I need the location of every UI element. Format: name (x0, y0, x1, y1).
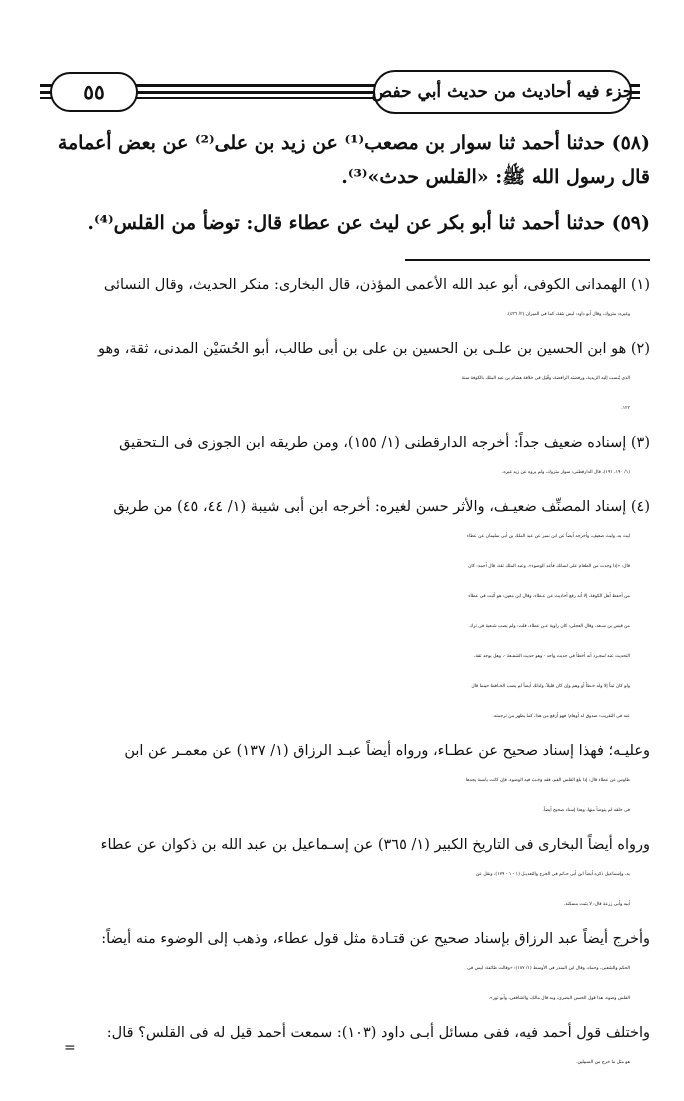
hadith-58-line-1: (٥٨) حدثنا أحمد ثنا سوار بن مصعب⁽¹⁾ عن زيد بن على⁽²⁾ عن بعض أعمامة (57, 132, 650, 154)
footnote-separator (405, 259, 650, 261)
footnote-line: (٢) هو ابن الحسين بن علـى بن الحسين بن على بن أبى طالب، أبو الحُسَيْن المدنى، ثقة، وهو (97, 341, 650, 357)
footnote-line: الذى يُنسب إليه الزيدية، ورفضته الرافضة، وقُتِل فى خلافة هشام بن عبد الملك بالكوفة سنة (461, 376, 630, 381)
footnote-line: عنه فى التقريب: صدوق له أوهام؛ فهو أرفع من هذا، كما يظهر من ترجمته. (492, 714, 630, 719)
footnote-line: وعليـه؛ فهذا إسناد صحيح عن عطـاء، ورواه أيضاً عبـد الرزاق (١/ ١٣٧) عن معمـر عن ابن (124, 743, 650, 759)
footnote-4 (32, 492, 650, 732)
footnote-paragraph (32, 1018, 650, 1078)
footnote-line: (٤) إسناد المصنِّف ضعيـف، والأثر حسن لغيره: أخرجه ابن أبى شيبة (١/ ٤٤، ٤٥) من طريق (113, 499, 650, 515)
footnote-line: القلس وضوء، هذا قول الحسن البصرى، وبه قال مالك، والشافعى، وأبو ثور». (488, 996, 630, 1001)
footnote-1 (32, 270, 650, 330)
footnote-line: وأخرج أيضاً عبد الرزاق بإسناد صحيح عن قتـادة مثل قول عطاء، وذهب إلى الوضوء منه أيضاً: (101, 931, 650, 947)
main-text (32, 126, 650, 240)
footnote-line: فى حلقه لم يتوضأ منها، وهذا إسناد صحيح أيضاً. (542, 808, 630, 813)
footnote-line: (١) الهمدانى الكوفى، أبو عبد الله الأعمى المؤذن، قال البخارى: منكر الحديث، وقال النسائى (103, 277, 650, 293)
footnote-line: به، وإسماعيل ذكره أيضاً ابن أبى حـاتم فى الجرح والتعديـل (١ - ١ - ١٧٩)، ونقل عن (475, 872, 630, 877)
footnote-3 (32, 428, 650, 488)
footnote-line: الحكم والشعبى، وحماد، وقال ابن المنذر فى الأوسط (١/ ١٨٧): «وقالت طائفة: ليس فى (467, 966, 630, 971)
footnote-line: من أحفظ أهل الكوفة، إلا أنه رفع أحاديث عن عـطاء، وقال ابن معين: هو أثبت فى عطاء (468, 594, 630, 599)
footnote-line: واختلف قول أحمد فيه، ففى مسائل أبـى داود (١٠٣): سمعت أحمد قيل له فى القلس؟ قال: (106, 1025, 650, 1041)
footnote-paragraph (32, 830, 650, 920)
footnote-paragraph (32, 736, 650, 826)
footnote-line: هو مثل ما خرج من السبيلين. (576, 1060, 630, 1065)
footnote-line: ١٢٢. (621, 406, 630, 411)
footnote-line: (١/ ١٩٠، ١٩١)، قال الدارقطنى: سوار متروك، ولم يروه عن زيد غيره. (501, 470, 630, 475)
footnote-line: أبيه وأبى زرعة قال: لا يثبت مسكنه. (563, 902, 630, 907)
hadith-58-line-2: قال رسول الله ﷺ: «القلس حدث»⁽³⁾. (341, 166, 650, 188)
footnote-paragraph (32, 924, 650, 1014)
footnote-line: (٣) إسناده ضعيف جداً: أخرجه الدارقطنى (١/ ١٥٥)، ومن طريقه ابن الجوزى فى الـتحقيق (119, 435, 650, 451)
footnote-line: قال: «إذا وجدت من الطعام على لسانك فأعد الوضوء»، وعبد الملك ثقة، قال أحمد: كان (468, 564, 630, 569)
footnote-line: ورواه أيضاً البخارى فى التاريخ الكبير (١/ ٣٦٥) عن إسـماعيل بن عبد الله بن ذكوان عن عطاء (100, 837, 650, 853)
continuation-mark: = (64, 1040, 76, 1056)
footnotes (32, 270, 650, 1082)
footnote-line: من قيس بن سـعد، وقال العجلى: كان راوية عـن عطاء، قلت: ولم يصب شـعبة فى ترك (469, 624, 630, 629)
page-header (40, 64, 650, 124)
footnote-line: وغيره: متروك، وقال أبو داود: ليس بثقة، كما فى الميزان (٢/ ٤٣٦). (506, 312, 630, 317)
book-title: جزء فيه أحاديث من حديث أبي حفص (373, 70, 632, 114)
footnote-line: ليث به، وليث ضعيف، وأخرجه أيضاً عن ابن نمير عن عبد الملك بن أبى سليمان عن عطاء (466, 534, 630, 539)
hadith-59: (٥٩) حدثنا أحمد ثنا أبو بكر عن ليث عن عطاء قال: توضأ من القلس⁽⁴⁾. (87, 212, 650, 234)
footnote-2 (32, 334, 650, 424)
footnote-line: طاوس عن عطاء قال: إذا بلغ القلس الفم، فقد وَجَـبَ فيه الوضوء، فإن كانت يابسة يجدها (465, 778, 630, 783)
page-number: ٥٥ (50, 72, 138, 112)
footnote-line: التحديث عنه لمجـرد أنه أخطأ فى حديث واحد - وهو حديث الشفـعة -، وهل يوجد ثقة، (474, 654, 630, 659)
footnote-line: ولو كان ثبتاً إلا وله خـطأ أو وهم وإن كان قليلاً، ولذلك أيضاً لم يصب الحـافظ حينما قال (471, 684, 630, 689)
